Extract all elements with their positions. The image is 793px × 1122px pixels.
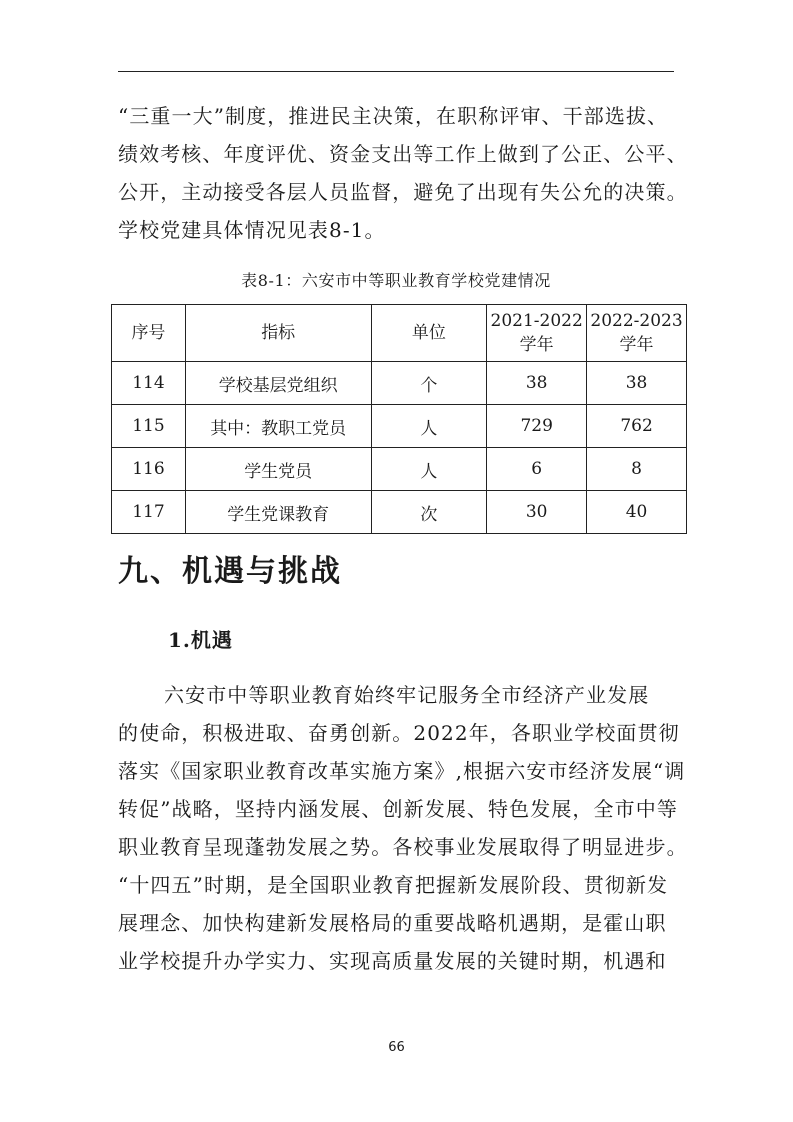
cell-unit: 个 (371, 362, 487, 405)
paragraph-line: 业学校提升办学实力、实现高质量发展的关键时期，机遇和 (118, 949, 667, 973)
cell-value-2022: 762 (587, 405, 687, 448)
paragraph-line: 落实《国家职业教育改革实施方案》,根据六安市经济发展“调 (118, 759, 686, 783)
header-year-suffix: 学年 (519, 335, 554, 355)
cell-value-2022: 8 (587, 448, 687, 491)
paragraph-line: “十四五”时期，是全国职业教育把握新发展阶段、贯彻新发 (118, 873, 669, 897)
table-row (112, 405, 687, 448)
cell-indicator: 学生党课教育 (185, 491, 371, 534)
header-year-range: 2022-2023 (590, 311, 683, 331)
cell-indicator: 其中：教职工党员 (185, 405, 371, 448)
cell-no: 114 (112, 362, 186, 405)
cell-value-2022: 40 (587, 491, 687, 534)
header-year-2022 (587, 305, 687, 362)
paragraph-line: 展理念、加快构建新发展格局的重要战略机遇期，是霍山职 (118, 911, 667, 935)
header-no: 序号 (112, 305, 186, 362)
cell-indicator: 学校基层党组织 (185, 362, 371, 405)
cell-no: 117 (112, 491, 186, 534)
paragraph-line: 六安市中等职业教育始终牢记服务全市经济产业发展 (164, 683, 650, 707)
cell-value-2022: 38 (587, 362, 687, 405)
cell-value-2021: 6 (487, 448, 587, 491)
cell-unit: 次 (371, 491, 487, 534)
subsection-heading: 1.机遇 (168, 628, 233, 652)
paragraph-line: 职业教育呈现蓬勃发展之势。各校事业发展取得了明显进步。 (118, 835, 688, 859)
table-caption: 表8-1：六安市中等职业教育学校党建情况 (241, 271, 551, 290)
header-rule (118, 71, 674, 72)
cell-value-2021: 729 (487, 405, 587, 448)
cell-indicator: 学生党员 (185, 448, 371, 491)
intro-paragraph (118, 97, 698, 249)
table-row (112, 448, 687, 491)
table-header-row (112, 305, 687, 362)
opportunity-paragraph (118, 676, 698, 980)
header-year-2021 (487, 305, 587, 362)
header-unit: 单位 (371, 305, 487, 362)
cell-no: 116 (112, 448, 186, 491)
party-building-table (111, 304, 687, 534)
paragraph-line: 学校党建具体情况见表8-1。 (118, 218, 386, 242)
cell-unit: 人 (371, 405, 487, 448)
cell-value-2021: 38 (487, 362, 587, 405)
table-row (112, 362, 687, 405)
paragraph-line: “三重一大”制度，推进民主决策，在职称评审、干部选拔、 (118, 104, 669, 128)
header-indicator: 指标 (185, 305, 371, 362)
table-row (112, 491, 687, 534)
paragraph-line: 公开，主动接受各层人员监督，避免了出现有失公允的决策。 (118, 180, 688, 204)
cell-value-2021: 30 (487, 491, 587, 534)
header-year-range: 2021-2022 (490, 311, 583, 331)
page-number: 66 (388, 1040, 405, 1055)
cell-no: 115 (112, 405, 186, 448)
paragraph-line: 绩效考核、年度评优、资金支出等工作上做到了公正、公平、 (118, 142, 688, 166)
section-heading: 九、机遇与挑战 (118, 554, 342, 589)
header-year-suffix: 学年 (619, 335, 654, 355)
paragraph-line: 转促”战略，坚持内涵发展、创新发展、特色发展，全市中等 (118, 797, 678, 821)
cell-unit: 人 (371, 448, 487, 491)
paragraph-line: 的使命，积极进取、奋勇创新。2022年，各职业学校面贯彻 (118, 721, 680, 745)
